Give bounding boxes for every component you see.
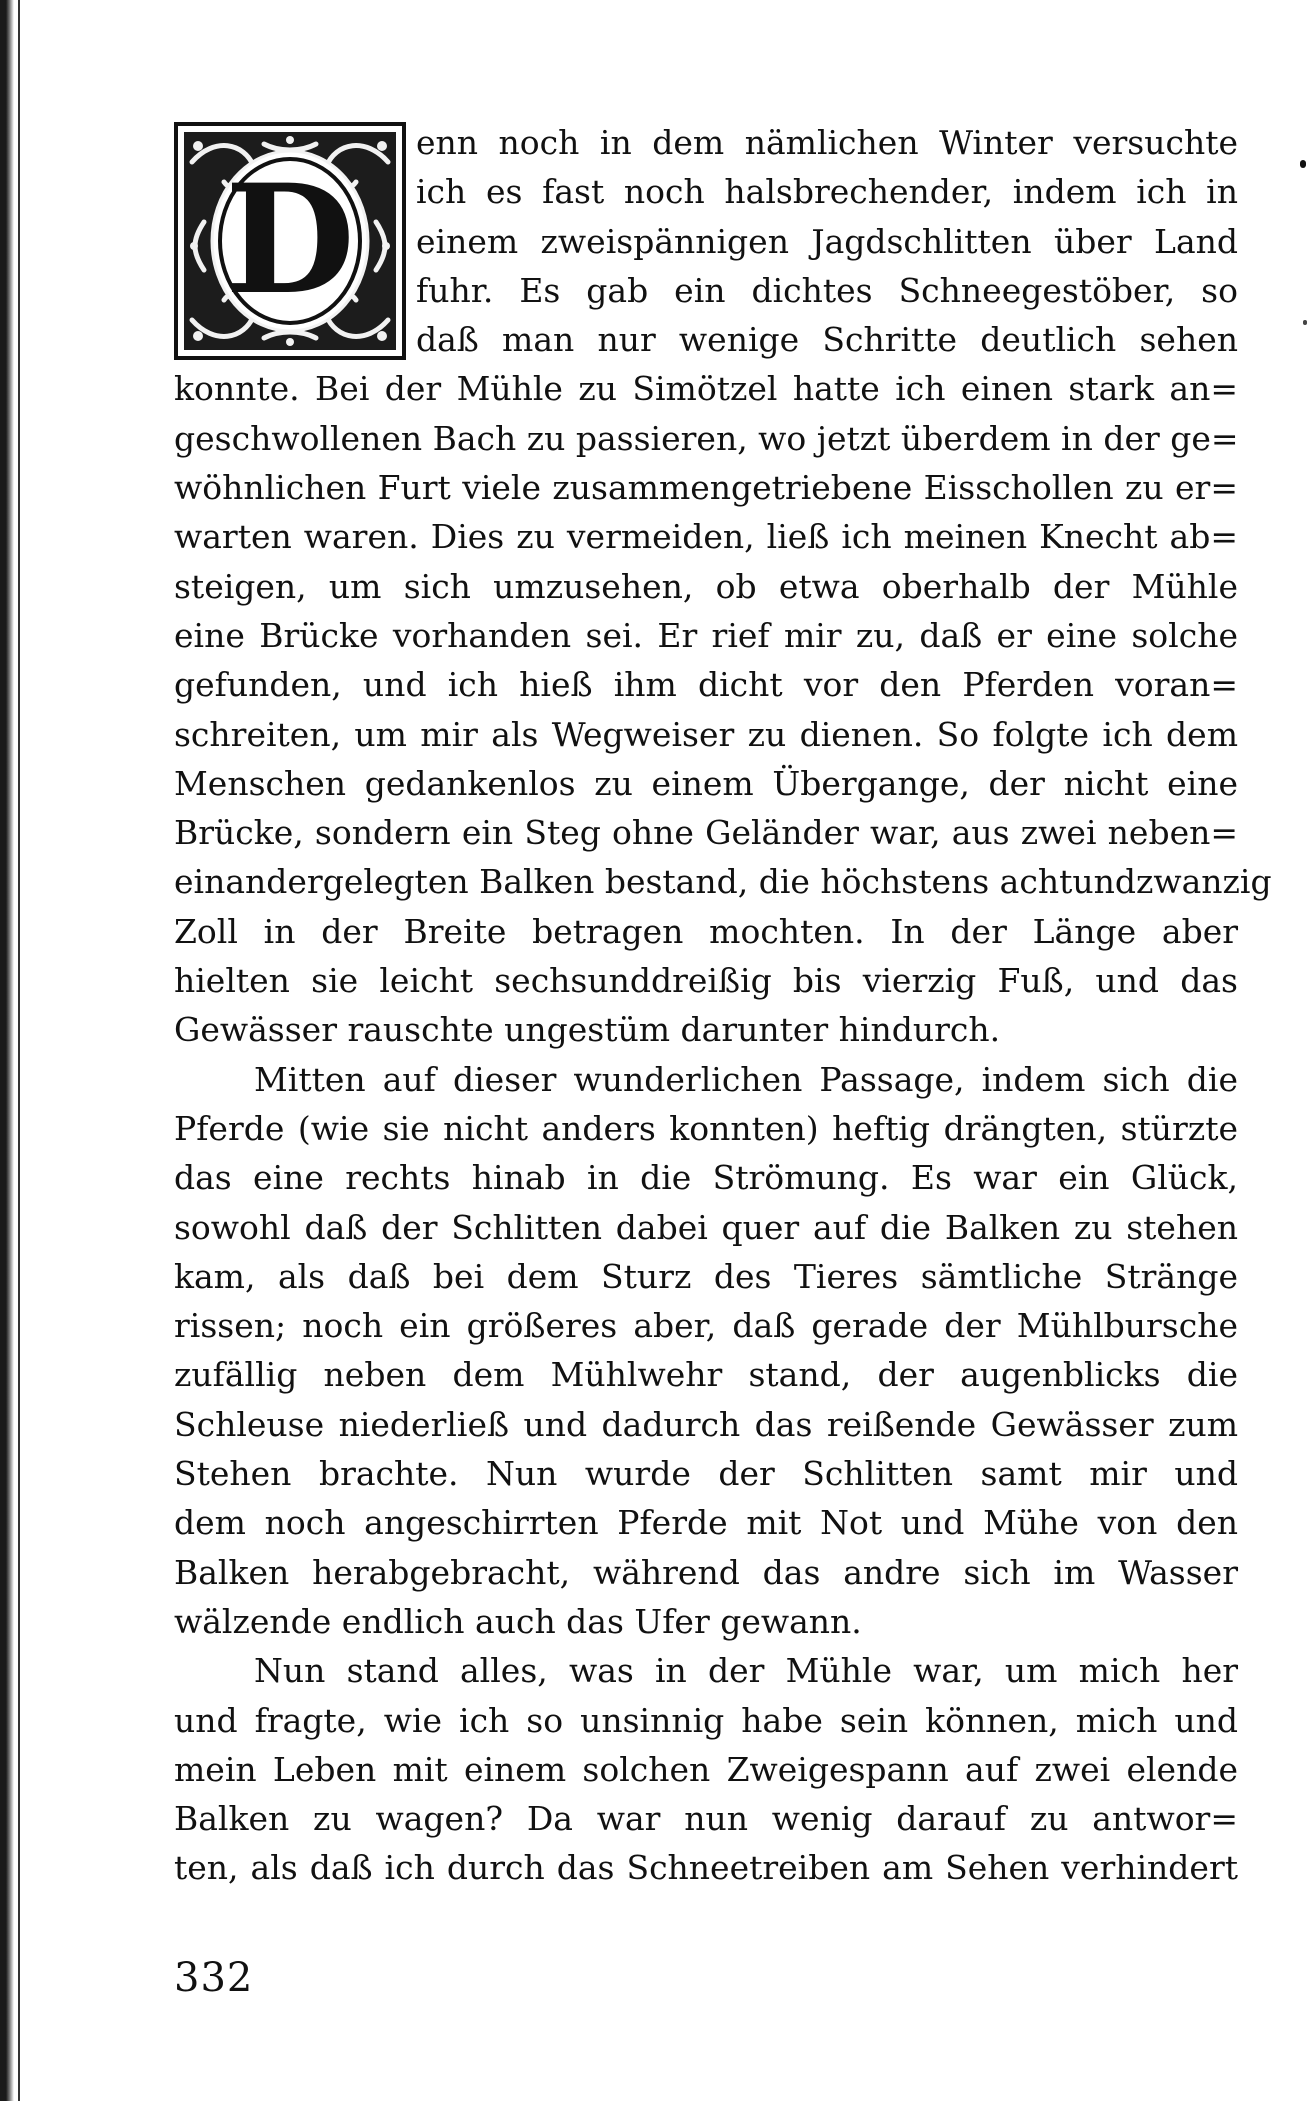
text-line: enn noch in dem nämlichen Winter versuchte [416, 123, 1238, 162]
text-line: Gewässer rauschte ungestüm darunter hindurch. [174, 1010, 1001, 1050]
text-line: Zoll in der Breite betragen mochten. In der Länge aber [174, 911, 1238, 951]
scan-speck [1303, 320, 1307, 325]
text-line: schreiten, um mir als Wegweiser zu dienen. So folgte ich dem [174, 714, 1238, 754]
text-line: konnte. Bei der Mühle zu Simötzel hatte ich einen stark an= [174, 369, 1238, 409]
text-line: einandergelegten Balken bestand, die höchstens achtundzwanzig [174, 862, 1272, 902]
drop-cap-letter: D [224, 152, 356, 328]
text-line: wälzende endlich auch das Ufer gewann. [174, 1601, 862, 1641]
text-line: steigen, um sich umzusehen, ob etwa oberhalb der Mühle [174, 566, 1238, 606]
scan-edge-shadow [0, 0, 14, 2101]
text-line: eine Brücke vorhanden sei. Er rief mir zu, daß er eine solche [174, 615, 1238, 655]
text-line: geschwollenen Bach zu passieren, wo jetzt überdem in der ge= [174, 418, 1239, 458]
text-line: Brücke, sondern ein Steg ohne Geländer war, aus zwei neben= [174, 813, 1238, 853]
text-line: Pferde (wie sie nicht anders konnten) heftig drängten, stürzte [174, 1108, 1238, 1148]
body-text [174, 118, 1272, 1893]
text-line: Schleuse niederließ und dadurch das reißende Gewässer zum [174, 1404, 1238, 1444]
text-line: zufällig neben dem Mühlwehr stand, der augenblicks die [174, 1355, 1238, 1395]
page-number: 332 [174, 1955, 254, 2001]
text-line: und fragte, wie ich so unsinnig habe sein können, mich und [174, 1700, 1238, 1740]
text-line: fuhr. Es gab ein dichtes Schneegestöber, so [416, 270, 1238, 310]
text-line: Stehen brachte. Nun wurde der Schlitten samt mir und [174, 1454, 1238, 1494]
text-line: rissen; noch ein größeres aber, daß gerade der Mühlbursche [174, 1306, 1238, 1346]
text-line: dem noch angeschirrten Pferde mit Not und Mühe von den [174, 1503, 1238, 1543]
text-line: warten waren. Dies zu vermeiden, ließ ich meinen Knecht ab= [174, 517, 1238, 557]
text-line: Nun stand alles, was in der Mühle war, um mich her [254, 1651, 1238, 1691]
text-line: Balken zu wagen? Da war nun wenig darauf zu antwor= [174, 1799, 1238, 1839]
text-line: wöhnlichen Furt viele zusammengetriebene Eisschollen zu er= [174, 468, 1238, 508]
text-line: kam, als daß bei dem Sturz des Tieres sämtliche Stränge [174, 1256, 1238, 1296]
scan-edge-line [18, 0, 20, 2101]
text-line: Menschen gedankenlos zu einem Übergange, der nicht eine [174, 763, 1238, 803]
text-line: das eine rechts hinab in die Strömung. Es war ein Glück, [174, 1158, 1238, 1198]
text-line: mein Leben mit einem solchen Zweigespann auf zwei elende [174, 1749, 1238, 1789]
text-line: einem zweispännigen Jagdschlitten über Land [416, 221, 1238, 261]
text-line: sowohl daß der Schlitten dabei quer auf die Balken zu stehen [174, 1207, 1238, 1247]
text-line: Mitten auf dieser wunderlichen Passage, indem sich die [254, 1059, 1238, 1099]
text-line: ten, als daß ich durch das Schneetreiben am Sehen verhindert [174, 1848, 1238, 1888]
text-line: ich es fast noch halsbrechender, indem ich in [416, 172, 1238, 212]
scan-speck [1300, 160, 1306, 168]
text-line: daß man nur wenige Schritte deutlich sehen [416, 320, 1238, 360]
text-line: Balken herabgebracht, während das andre sich im Wasser [174, 1552, 1238, 1592]
text-line: gefunden, und ich hieß ihm dicht vor den Pferden voran= [174, 665, 1238, 705]
text-line: hielten sie leicht sechsunddreißig bis vierzig Fuß, und das [174, 961, 1238, 1001]
